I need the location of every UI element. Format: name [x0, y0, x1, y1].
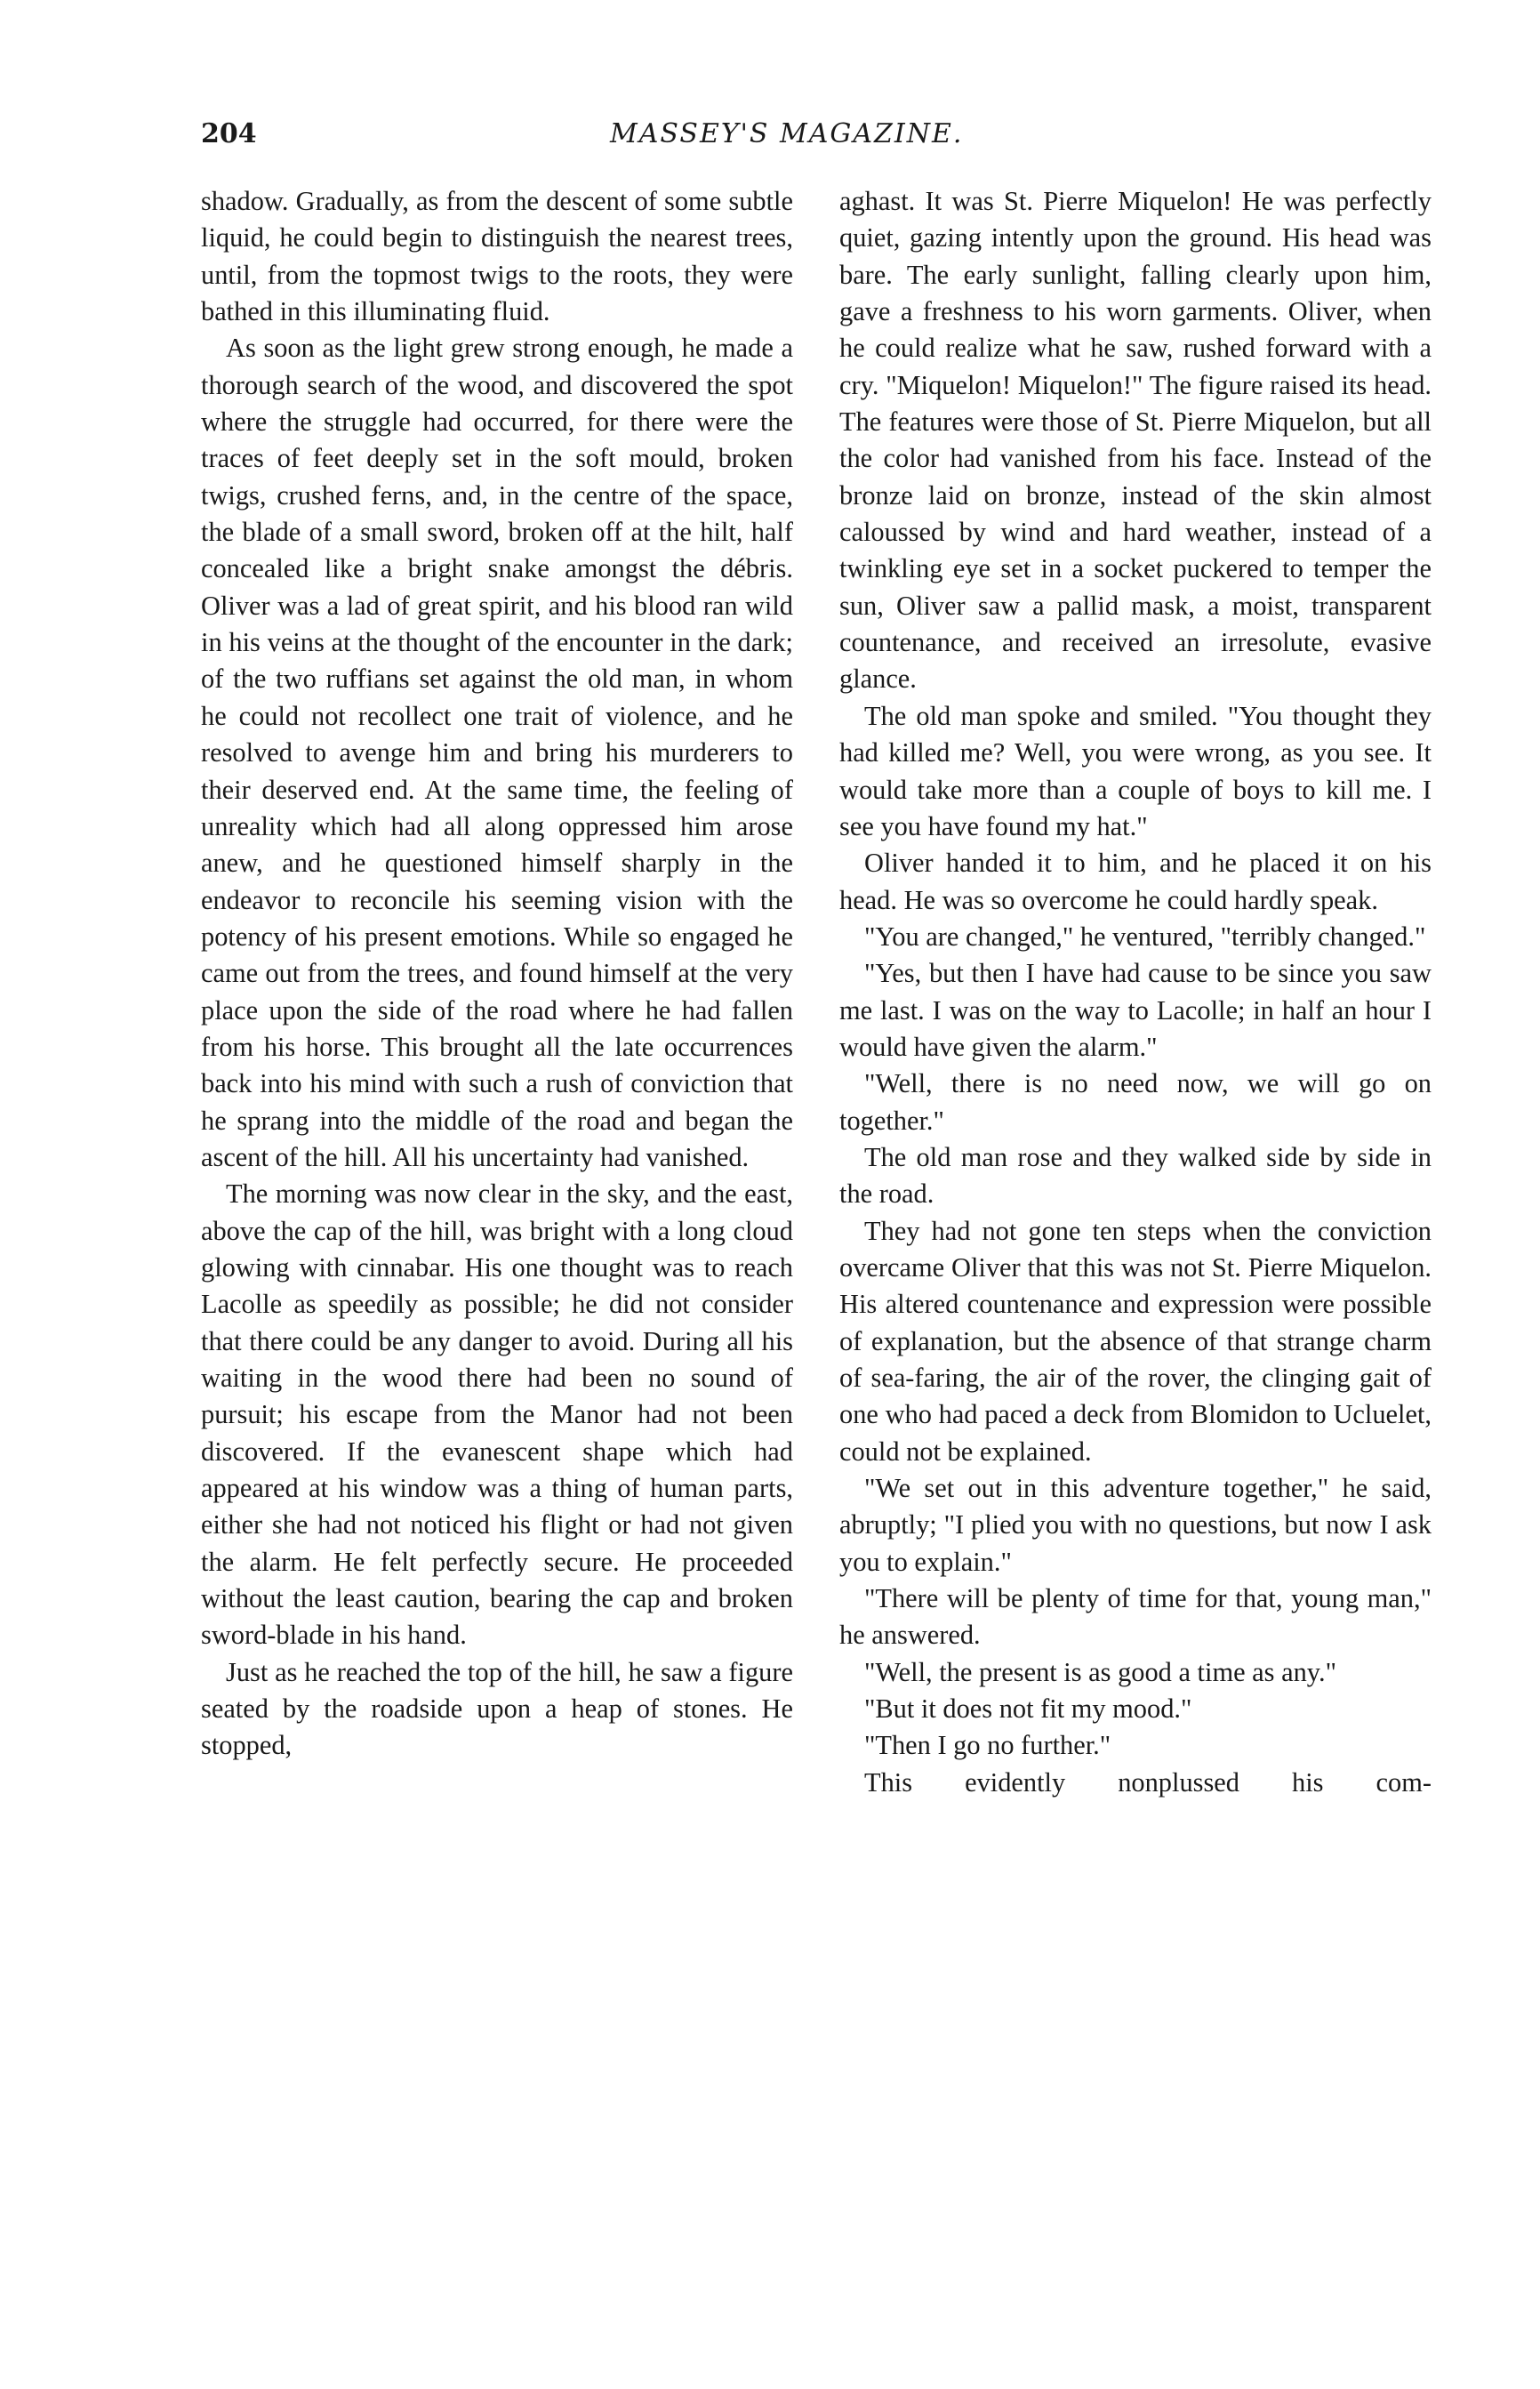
- left-column: [201, 183, 793, 1765]
- paragraph: shadow. Gradually, as from the descent of some subtle liquid, he could begin to distinguish the nearest trees, until, from the topmost twigs to the roots, they were bathed in this illuminating fluid.: [201, 186, 793, 327]
- paragraph: The old man rose and they walked side by side in the road.: [839, 1141, 1432, 1210]
- paragraph: This evidently nonplussed his com-: [864, 1766, 1432, 1798]
- page-number: 204: [201, 118, 257, 149]
- paragraph: "You are changed," he ventured, "terribly changed.": [864, 921, 1426, 952]
- right-column: [839, 183, 1432, 1801]
- running-title: MASSEY'S MAGAZINE.: [610, 118, 964, 149]
- paragraph: "Well, there is no need now, we will go on together.": [839, 1068, 1432, 1136]
- paragraph: Oliver handed it to him, and he placed it on his head. He was so overcome he could hardly speak.: [839, 848, 1432, 915]
- paragraph: "But it does not fit my mood.": [864, 1693, 1192, 1725]
- paragraph: aghast. It was St. Pierre Miquelon! He was perfectly quiet, gazing intently upon the ground. His head was bare. The early sunlight, falling clearly upon him, gave a freshness to his worn garments. Oliver, when he could realize what he saw, rushed forward with a cry. "Miquelon! Miquelon!" The figure raised its head. The features were those of St. Pierre Miquelon, but all the color had vanished from his face. Instead of the bronze laid on bronze, instead of the skin almost caloussed by wind and hard weather, instead of a twinkling eye set in a socket puckered to temper the sun, Oliver saw a pallid mask, a moist, transparent countenance, and received an irresolute, evasive glance.: [839, 186, 1432, 695]
- paragraph: They had not gone ten steps when the conviction overcame Oliver that this was not St. Pierre Miquelon. His altered countenance and expression were possible of explanation, but the absence of that strange charm of sea-faring, the air of the rover, the clinging gait of one who had paced a deck from Blomidon to Ucluelet, could not be explained.: [839, 1215, 1432, 1467]
- page-header: [201, 118, 1439, 163]
- paragraph: "There will be plenty of time for that, young man," he answered.: [839, 1583, 1432, 1651]
- paragraph: "Then I go no further.": [864, 1730, 1111, 1761]
- paragraph: The old man spoke and smiled. "You thought they had killed me? Well, you were wrong, as you see. It would take more than a couple of boys to kill me. I see you have found my hat.": [839, 700, 1432, 841]
- paragraph: Just as he reached the top of the hill, he saw a figure seated by the roadside upon a heap of stones. He stopped,: [201, 1656, 793, 1761]
- paragraph: The morning was now clear in the sky, and the east, above the cap of the hill, was bright with a long cloud glowing with cinnabar. His one thought was to reach Lacolle as speedily as possible; he did not consider that there could be any danger to avoid. During all his waiting in the wood there had been no sound of pursuit; his escape from the Manor had not been discovered. If the evanescent shape which had appeared at his window was a thing of human parts, either she had not noticed his flight or had not given the alarm. He felt perfectly secure. He proceeded without the least caution, bearing the cap and broken sword-blade in his hand.: [201, 1178, 793, 1651]
- paragraph: "Well, the present is as good a time as any.": [864, 1656, 1336, 1687]
- paragraph: "Yes, but then I have had cause to be since you saw me last. I was on the way to Lacolle; in half an hour I would have given the alarm.": [839, 958, 1432, 1062]
- paragraph: As soon as the light grew strong enough, he made a thorough search of the wood, and discovered the spot where the struggle had occurred, for there were the traces of feet deeply set in the soft mould, broken twigs, crushed ferns, and, in the centre of the space, the blade of a small sword, broken off at the hilt, half concealed like a bright snake amongst the débris. Oliver was a lad of great spirit, and his blood ran wild in his veins at the thought of the encounter in the dark; of the two ruffians set against the old man, in whom he could not recollect one trait of violence, and he resolved to avenge him and bring his murderers to their deserved end. At the same time, the feeling of unreality which had all along oppressed him arose anew, and he questioned himself sharply in the endeavor to reconcile his seeming vision with the potency of his present emotions. While so engaged he came out from the trees, and found himself at the very place upon the side of the road where he had fallen from his horse. This brought all the late occurrences back into his mind with such a rush of conviction that he sprang into the middle of the road and began the ascent of the hill. All his uncertainty had vanished.: [201, 333, 793, 1172]
- paragraph: "We set out in this adventure together," he said, abruptly; "I plied you with no questions, but now I ask you to explain.": [839, 1473, 1432, 1577]
